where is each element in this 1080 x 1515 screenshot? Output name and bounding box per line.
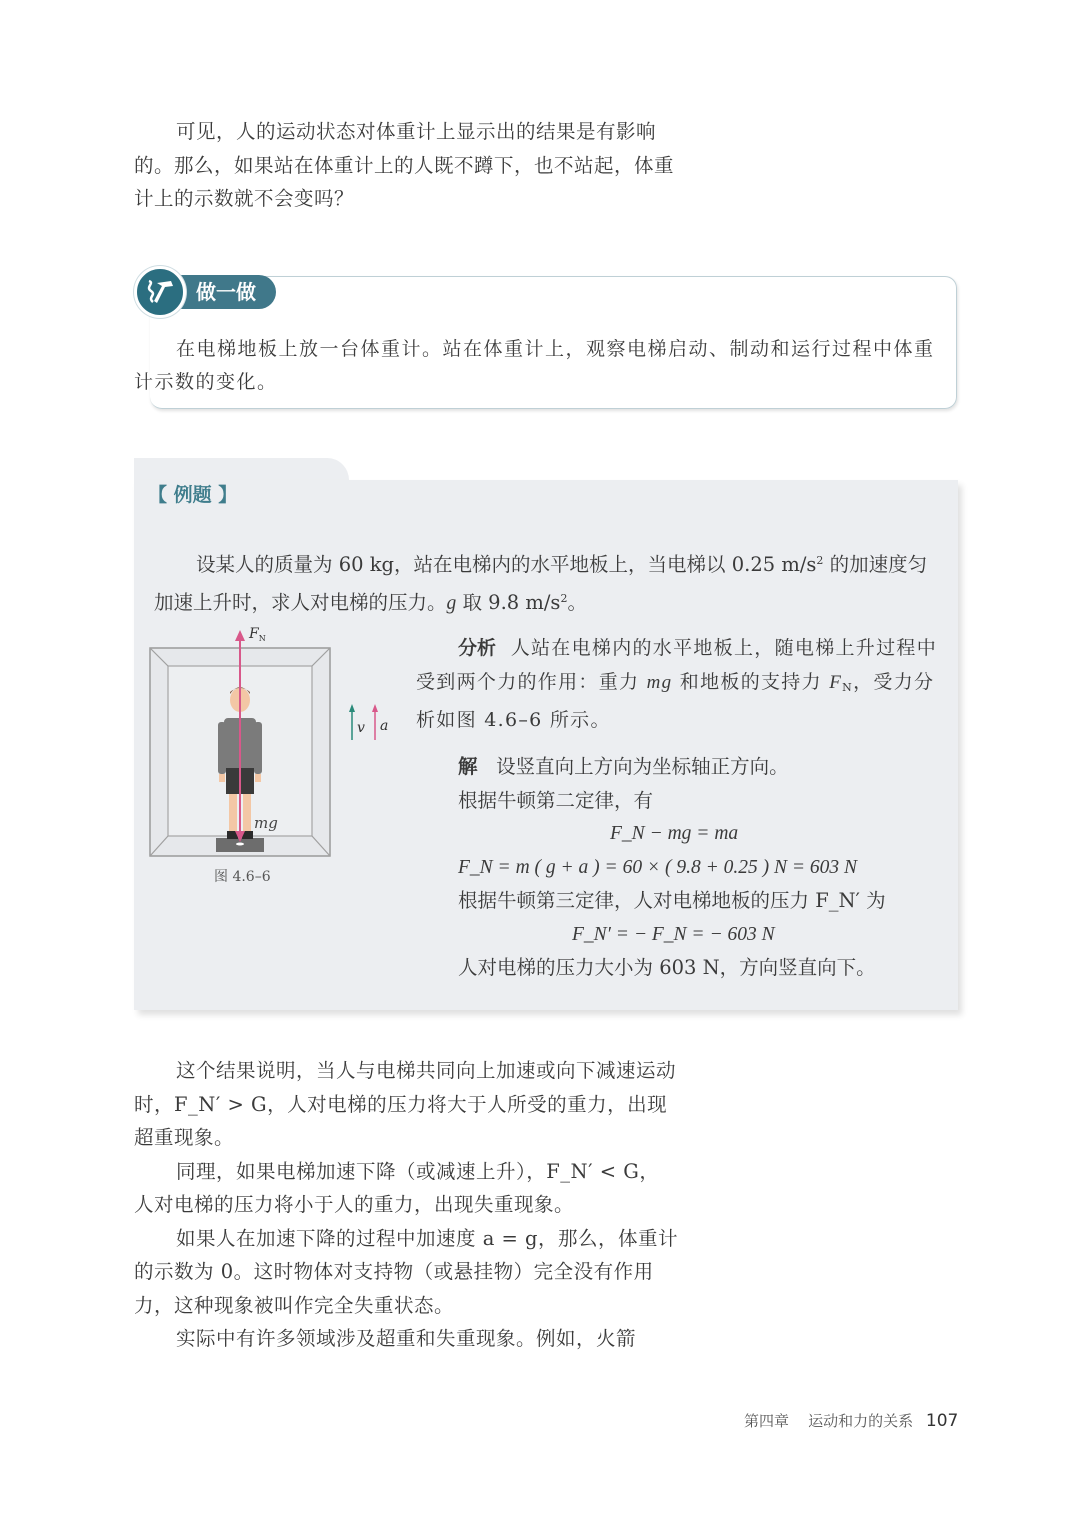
- body-paragraph-4: 实际中有许多领域涉及超重和失重现象。例如，火箭: [176, 1327, 637, 1350]
- intro-text: 可见，人的运动状态对体重计上显示出的结果是有影响的。那么，如果站在体重计上的人既不蹲下，也不站起，体重计上的示数就不会变吗？: [134, 120, 675, 210]
- analysis-mg: mg: [646, 671, 673, 693]
- analysis-block: [416, 632, 946, 738]
- intro-paragraph: [134, 115, 679, 216]
- problem-sup-1: 2: [816, 554, 824, 567]
- solution-line-3: 根据牛顿第三定律，人对电梯地板的压力 F_N′ 为: [458, 889, 886, 912]
- problem-text-2: 的加速度匀加速上升时，求人对电梯的压力。: [154, 553, 928, 614]
- analysis-text-1: 人站在电梯内的水平地板上，随电梯上升过程中受到两个力的作用：重力: [416, 637, 938, 693]
- chapter-number: 第四章: [744, 1412, 790, 1430]
- example-problem: [154, 544, 944, 620]
- activity-text-block: [134, 333, 944, 399]
- body-paragraph-2: 同理，如果电梯加速下降（或减速上升），F_N′ < G，人对电梯的压力将小于人的重力，出现失重现象。: [134, 1159, 660, 1216]
- equation-2: F_N = m ( g + a ) = 60 × ( 9.8 + 0.25 ) N = 603 N: [458, 856, 858, 878]
- problem-sup-2: 2: [560, 591, 568, 605]
- analysis-fn: F: [829, 671, 843, 693]
- problem-text-1: 设某人的质量为 60 kg，站在电梯内的水平地板上，当电梯以 0.25 m/s: [196, 553, 817, 576]
- body-paragraphs: [134, 1054, 679, 1356]
- solution-line-1: 设竖直向上方向为坐标轴正方向。: [496, 755, 789, 778]
- problem-g: g: [446, 592, 457, 614]
- label-mg: mg: [254, 814, 278, 832]
- equation-3: F_N′ = − F_N = − 603 N: [572, 923, 775, 945]
- analysis-text-2: 和地板的支持力: [672, 670, 830, 693]
- elevator-figure: [146, 628, 396, 868]
- analysis-label: 分析: [458, 637, 497, 659]
- analysis-fn-sub: N: [842, 680, 854, 694]
- solution-label: 解: [458, 755, 478, 778]
- solution-line-4: 人对电梯的压力大小为 603 N，方向竖直向下。: [458, 956, 876, 979]
- problem-end: 。: [567, 590, 587, 614]
- solution-block: [458, 750, 948, 985]
- equation-1: F_N − mg = ma: [610, 823, 739, 844]
- label-a: a: [380, 718, 389, 734]
- analysis-text-3: ，受力分析如图 4.6–6 所示。: [416, 670, 935, 731]
- solution-line-2: 根据牛顿第二定律，有: [458, 788, 654, 812]
- activity-label: 做一做: [170, 275, 276, 309]
- example-title: 【 例题 】: [148, 484, 238, 506]
- body-paragraph-1: 这个结果说明，当人与电梯共同向上加速或向下减速运动时，F_N′ > G，人对电梯的压力将大于人所受的重力，出现超重现象。: [134, 1059, 677, 1149]
- problem-text-3: 取 9.8 m/s: [456, 590, 561, 614]
- label-v: v: [357, 720, 365, 736]
- page-footer: [744, 1410, 958, 1431]
- body-paragraph-3: 如果人在加速下降的过程中加速度 a = g，那么，体重计的示数为 0。这时物体对支持物（或悬挂物）完全没有作用力，这种现象被叫作完全失重状态。: [134, 1226, 679, 1317]
- activity-badge: [134, 270, 276, 314]
- activity-text: 在电梯地板上放一台体重计。站在体重计上，观察电梯启动、制动和运行过程中体重计示数的变化。: [134, 338, 935, 393]
- label-fn: $F_N$: [249, 626, 266, 643]
- page-number: 107: [925, 1411, 959, 1431]
- chapter-title: 运动和力的关系: [808, 1412, 914, 1430]
- tools-icon: [134, 266, 186, 318]
- figure-caption: 图 4.6–6: [214, 869, 271, 885]
